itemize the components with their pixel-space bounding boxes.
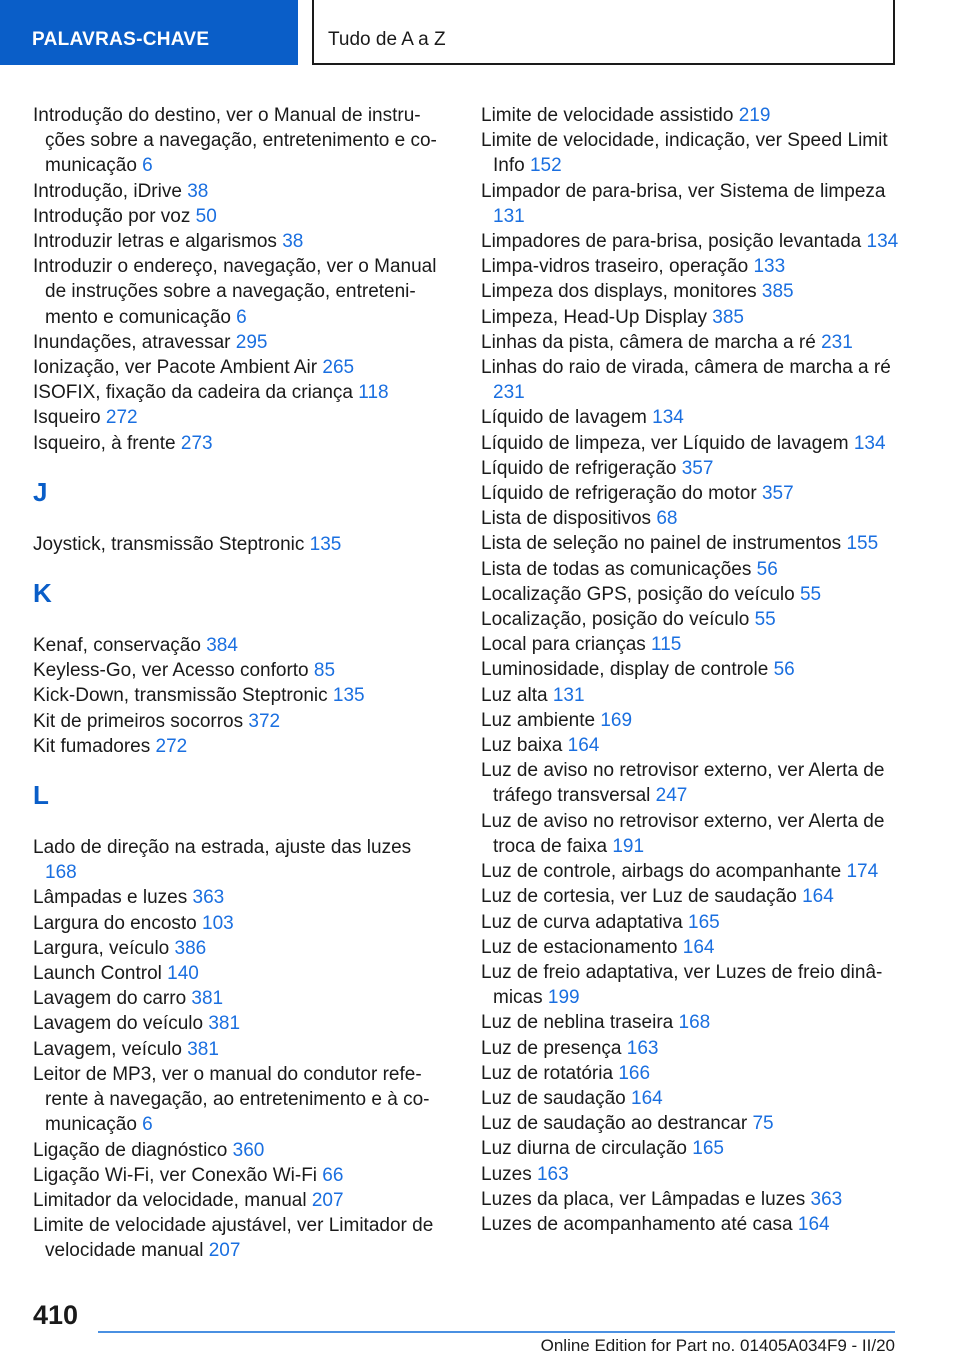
index-entry [481,1162,911,1187]
index-entry-term: Luz de neblina traseira [481,1012,679,1034]
index-entry [33,1037,443,1062]
index-entry-term: Localização, posição do veículo [481,609,755,631]
index-entry-term: Luzes da placa, ver Lâmpadas e luzes [481,1188,811,1210]
index-entry-term: Lista de seleção no painel de instrumentos [481,533,847,555]
index-entry-term: Limpadores de para-brisa, posição levantada [481,231,867,253]
index-entry-term: Lavagem do carro [33,988,192,1010]
index-page-link[interactable]: 38 [187,180,209,202]
index-entry [481,758,911,808]
index-entry-term: Kenaf, conservação [33,635,207,657]
index-page-link[interactable]: 272 [155,735,188,757]
index-entry [33,103,443,179]
index-page-link[interactable]: 265 [322,357,355,379]
index-entry [481,960,911,1010]
index-entry [481,708,911,733]
index-entry [33,179,443,204]
index-page-link[interactable]: 247 [655,785,688,807]
index-entry-term: Lado de direção na estrada, ajuste das luzes [33,837,412,859]
index-entry [33,961,443,986]
index-entry-term: Luz de rotatória [481,1062,619,1084]
index-page-link[interactable]: 55 [754,609,776,631]
index-entry [481,935,911,960]
index-entry-term: Luz de aviso no retrovisor externo, ver Alerta de tráfego transversal [481,760,885,807]
index-entry [481,809,911,859]
index-entry-term: Luz de curva adaptativa [481,911,689,933]
index-entry-term: Ligação de diagnóstico [33,1139,233,1161]
index-entry [33,431,443,456]
index-page-link[interactable]: 115 [651,634,682,656]
index-entry-term: Joystick, transmissão Steptronic [33,533,310,555]
index-page-link[interactable]: 295 [235,331,268,353]
index-entry-term: ISOFIX, fixação da cadeira da criança [33,382,359,404]
index-entry-term: Isqueiro, à frente [33,432,181,454]
index-entry [33,1213,443,1263]
index-entry-term: Líquido de lavagem [481,407,653,429]
index-page-link[interactable]: 360 [232,1139,265,1161]
index-entry-term: Isqueiro [33,407,106,429]
index-page-link[interactable]: 165 [688,911,720,933]
index-entry-term: Kick-Down, transmissão Steptronic [33,685,333,707]
index-entry [33,532,443,557]
index-entry-term: Luz baixa [481,735,568,757]
index-entry [33,1138,443,1163]
index-page-link[interactable]: 131 [493,205,525,227]
index-entry-term: Localização GPS, posição do veículo [481,583,800,605]
page-number: 410 [33,1300,79,1330]
index-page-link[interactable]: 85 [313,660,336,682]
index-entry [481,405,911,430]
index-entry [33,355,443,380]
index-entry [33,1062,443,1138]
index-entry [481,128,911,178]
index-entry [33,658,443,683]
index-page-link[interactable]: 363 [192,887,225,909]
index-entry-term: Linhas do raio de virada, câmera de marcha a ré [481,357,891,379]
index-page-link[interactable]: 134 [853,432,886,454]
index-entry [33,986,443,1011]
index-entry-term: Introduzir letras e algarismos [33,231,283,253]
index-page-link[interactable]: 131 [552,684,585,706]
index-entry-term: Ligação Wi-Fi, ver Conexão Wi-Fi [33,1164,323,1186]
index-entry [481,355,911,405]
index-entry-term: Launch Control [33,963,168,985]
index-entry [481,1136,911,1161]
index-page-link[interactable]: 38 [282,231,304,253]
index-entry [33,330,443,355]
index-entry [33,835,443,885]
index-entry-term: Lavagem, veículo [33,1038,188,1060]
index-entry-term: Kit fumadores [33,735,156,757]
index-entry [481,582,911,607]
index-entry [481,1036,911,1061]
index-entry-term: Líquido de refrigeração [481,457,682,479]
index-entry [481,254,911,279]
index-page-link[interactable]: 174 [846,861,879,883]
index-entry-term: Limpeza dos displays, monitores [481,281,762,303]
index-entry-term: Luminosidade, display de controle [481,659,774,681]
index-page-link[interactable]: 357 [761,483,794,505]
index-entry-term: Limite de velocidade ajustável, ver Limitador de velocidade manual [33,1215,434,1262]
index-page-link[interactable]: 134 [866,231,899,253]
index-page-link[interactable]: 6 [142,155,153,177]
index-letter-heading: L [33,780,49,811]
index-entry [33,885,443,910]
index-entry [481,506,911,531]
index-page-link[interactable]: 231 [493,382,525,404]
index-entry [33,229,443,254]
index-page-link[interactable]: 163 [626,1037,659,1059]
index-page-link[interactable]: 135 [332,685,365,707]
index-page-link[interactable]: 199 [547,987,580,1009]
index-page-link[interactable]: 133 [753,256,786,278]
index-entry [33,734,443,759]
index-page-link[interactable]: 207 [208,1240,241,1262]
index-page-link[interactable]: 169 [600,709,633,731]
index-entry [481,305,911,330]
index-entry [481,607,911,632]
index-entry [33,1188,443,1213]
index-entry-term: Largura do encosto [33,912,203,934]
index-entry-term: Local para crianças [481,634,652,656]
index-entry [33,709,443,734]
index-column-left [33,103,443,1264]
index-page-link[interactable]: 66 [322,1164,344,1186]
index-page-link[interactable]: 6 [142,1114,153,1136]
index-entry [481,910,911,935]
footer-divider [98,1331,895,1333]
index-page-link[interactable]: 385 [761,281,794,303]
index-page-link[interactable]: 231 [821,331,853,353]
edition-note: Online Edition for Part no. 01405A034F9 - II/20 [540,1336,895,1355]
index-entry-term: Limitador da velocidade, manual [33,1189,312,1211]
index-entry [481,884,911,909]
index-entry [33,204,443,229]
index-entry-term: Luz de cortesia, ver Luz de saudação [481,886,803,908]
index-page-link[interactable]: 50 [195,205,217,227]
index-entry-term: Luz de presença [481,1037,627,1059]
index-entry [481,657,911,682]
index-page-link[interactable]: 103 [202,912,234,934]
index-entry-term: Linhas da pista, câmera de marcha a ré [481,331,822,353]
index-entry-term: Lavagem do veículo [33,1013,209,1035]
index-entry [481,1111,911,1136]
index-entry [481,859,911,884]
index-entry [481,557,911,582]
index-entry [481,330,911,355]
index-page-link[interactable]: 357 [681,457,714,479]
index-page-link[interactable]: 363 [810,1188,843,1210]
index-entry [481,632,911,657]
index-entry-term: Luz de saudação [481,1087,632,1109]
index-page-link[interactable]: 56 [773,659,795,681]
index-entry-term: Limite de velocidade assistido [481,105,739,126]
index-entry-term: Inundações, atravessar [33,331,236,353]
index-entry-term: Lista de dispositivos [481,508,657,530]
index-entry [33,1011,443,1036]
index-entry [33,633,443,658]
index-page-link[interactable]: 207 [311,1189,344,1211]
index-entry-term: Limpeza, Head-Up Display [481,306,713,328]
index-entry [481,103,911,128]
index-column-right [481,103,911,1237]
index-page-link[interactable]: 164 [631,1087,663,1109]
index-entry-term: Luz de aviso no retrovisor externo, ver Alerta de troca de faixa [481,810,885,857]
index-page-link[interactable]: 372 [248,710,281,732]
index-entry-term: Luzes de acompanhamento até casa [481,1213,798,1235]
index-entry-term: Líquido de limpeza, ver Líquido de lavagem [481,432,854,454]
index-entry [481,733,911,758]
section-tab: PALAVRAS-CHAVE [0,0,298,65]
page-header-title: Tudo de A a Z [312,0,895,65]
index-page-link[interactable]: 385 [712,306,744,328]
index-entry-term: Luzes [481,1163,537,1185]
index-entry [481,1010,911,1035]
index-entry [481,1187,911,1212]
index-entry-term: Luz alta [481,684,553,706]
index-page-link[interactable]: 165 [692,1138,724,1160]
index-page-link[interactable]: 55 [799,583,822,605]
index-entry-term: Keyless-Go, ver Acesso conforto [33,660,314,682]
index-entry [33,380,443,405]
index-page-link[interactable]: 75 [752,1113,774,1135]
index-page-link[interactable]: 386 [174,937,207,959]
index-entry-term: Luz de saudação ao destrancar [481,1113,753,1135]
index-entry-term: Luz diurna de circulação [481,1138,693,1160]
index-entry-term: Introdução por voz [33,205,196,227]
index-entry-term: Introdução, iDrive [33,180,188,202]
index-entry-term: Leitor de MP3, ver o manual do condutor referente à navegação, ao entretenimento e à comunicação [33,1063,430,1136]
index-page-link[interactable]: 6 [236,306,247,328]
index-page-link[interactable]: 219 [738,105,771,126]
index-page-link[interactable]: 381 [208,1013,241,1035]
index-entry-term: Luz de estacionamento [481,936,683,958]
index-entry-term: Ionização, ver Pacote Ambient Air [33,357,323,379]
index-page-link[interactable]: 163 [536,1163,569,1185]
index-entry [481,1212,911,1237]
index-entry [33,254,443,330]
index-page-link[interactable]: 140 [167,963,199,985]
index-entry [481,531,911,556]
index-entry [481,179,911,229]
index-entry [481,456,911,481]
index-page-link[interactable]: 381 [191,988,224,1010]
index-entry [481,279,911,304]
index-page-link[interactable]: 164 [797,1213,830,1235]
index-entry-term: Limpa-vidros traseiro, operação [481,256,754,278]
index-page-link[interactable]: 381 [187,1038,219,1060]
index-entry-term: Introdução do destino, ver o Manual de instruções sobre a navegação, entretenimento e comunicação [33,105,437,177]
index-entry [33,911,443,936]
index-entry-term: Lâmpadas e luzes [33,887,193,909]
index-entry [481,229,911,254]
index-page-link[interactable]: 155 [846,533,879,555]
index-page-link[interactable]: 168 [678,1012,711,1034]
index-page-link[interactable]: 166 [618,1062,651,1084]
index-entry [481,1061,911,1086]
index-page-link[interactable]: 118 [358,382,389,404]
index-page-link[interactable]: 56 [756,558,778,580]
index-entry-term: Kit de primeiros socorros [33,710,249,732]
index-page-link[interactable]: 164 [802,886,834,908]
index-entry [33,1163,443,1188]
index-page-link[interactable]: 134 [652,407,684,429]
index-page-link[interactable]: 384 [206,635,238,657]
index-page-link[interactable]: 273 [180,432,213,454]
index-page-link[interactable]: 152 [529,155,562,177]
index-entry [481,481,911,506]
index-entry [33,683,443,708]
index-entry-term: Líquido de refrigeração do motor [481,483,762,505]
index-entry [481,683,911,708]
index-entry [481,1086,911,1111]
index-page-link[interactable]: 164 [567,735,600,757]
index-letter-heading: K [33,578,52,609]
index-entry-term: Introduzir o endereço, navegação, ver o Manual de instruções sobre a navegação, entretenimento e comunicação [33,256,437,328]
index-entry [33,936,443,961]
index-page-link[interactable]: 272 [105,407,138,429]
index-entry-term: Luz de controle, airbags do acompanhante [481,861,847,883]
index-entry [33,405,443,430]
index-entry-term: Limpador de para-brisa, ver Sistema de limpeza [481,180,886,202]
index-entry [481,431,911,456]
index-page-link[interactable]: 135 [309,533,342,555]
index-entry-term: Lista de todas as comunicações [481,558,757,580]
index-entry-term: Luz de freio adaptativa, ver Luzes de freio dinâmicas [481,961,883,1009]
index-page-link[interactable]: 168 [45,862,77,884]
index-entry-term: Luz ambiente [481,709,601,731]
index-page-link[interactable]: 164 [682,936,715,958]
index-letter-heading: J [33,476,48,507]
index-entry-term: Limite de velocidade, indicação, ver Speed Limit Info [481,130,888,177]
index-entry-term: Largura, veículo [33,937,175,959]
index-page-link[interactable]: 68 [656,508,678,530]
index-page-link[interactable]: 191 [612,835,645,857]
